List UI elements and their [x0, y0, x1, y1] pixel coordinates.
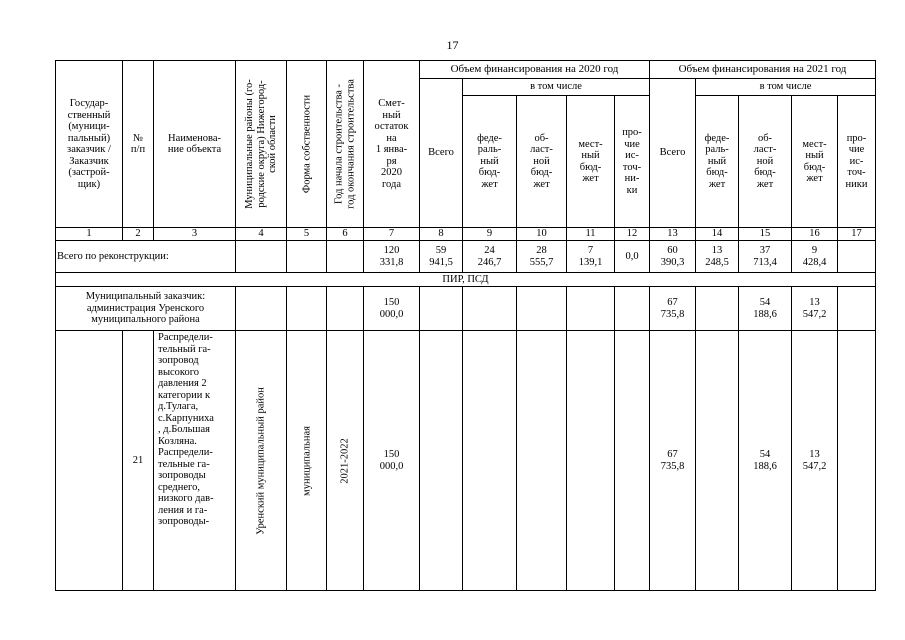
object-remainder: 150 000,0: [364, 331, 420, 591]
table-cell: [463, 287, 517, 331]
header-including-2021: в том числе: [696, 79, 876, 96]
object-district: Уренский муниципальный район: [236, 331, 287, 591]
customer-remainder: 150 000,0: [364, 287, 420, 331]
table-cell: [696, 331, 739, 591]
total-local-2021: 9 428,4: [792, 241, 838, 273]
header-num: № п/п: [123, 61, 154, 228]
column-number: 8: [420, 228, 463, 241]
column-number: 7: [364, 228, 420, 241]
object-row: [56, 331, 876, 591]
table-cell: [420, 331, 463, 591]
header-financing-2021: Объем финансирования на 2021 год: [650, 61, 876, 79]
page-number: 17: [446, 38, 459, 52]
header-object-name: Наименова- ние объекта: [154, 61, 236, 228]
table-cell: [838, 331, 876, 591]
object-name: Распредели- тельный га- зопровод высокого давления 2 категории к д.Тулага, с.Карпуниха , д.Большая Козляна. Распредели- тельные га- зопроводы среднего, низкого дав- ления и га- зопроводы-: [154, 331, 236, 591]
table-cell: [615, 331, 650, 591]
customer-total-2021: 67 735,8: [650, 287, 696, 331]
header-remainder: Смет- ный остаток на 1 янва- ря 2020 года: [364, 61, 420, 228]
total-remainder: 120 331,8: [364, 241, 420, 273]
table-cell: [56, 331, 123, 591]
customer-local-2021: 13 547,2: [792, 287, 838, 331]
table-cell: [420, 287, 463, 331]
customer-row: [56, 287, 876, 331]
header-other-2020: про- чие ис- точ- ни- ки: [615, 96, 650, 228]
table-cell: [463, 331, 517, 591]
column-number: 11: [567, 228, 615, 241]
table-cell: [327, 241, 364, 273]
column-number: 17: [838, 228, 876, 241]
total-federal-2020: 24 246,7: [463, 241, 517, 273]
header-local-2020: мест- ный бюд- жет: [567, 96, 615, 228]
column-number: 13: [650, 228, 696, 241]
column-number: 9: [463, 228, 517, 241]
header-years: Год начала строительства - год окончания строительства: [327, 61, 364, 228]
table-cell: [236, 241, 287, 273]
total-row: [56, 241, 876, 273]
table-cell: [517, 331, 567, 591]
header-districts: Муниципальные районы (го- родские округа) Нижегород- ской области: [236, 61, 287, 228]
header-financing-2020: Объем финансирования на 2020 год: [420, 61, 650, 79]
header-local-2021: мест- ный бюд- жет: [792, 96, 838, 228]
column-number: 1: [56, 228, 123, 241]
header-including-2020: в том числе: [463, 79, 650, 96]
header-total-2020: Всего: [420, 79, 463, 228]
object-number: 21: [123, 331, 154, 591]
column-number: 14: [696, 228, 739, 241]
table-cell: [236, 287, 287, 331]
object-total-2021: 67 735,8: [650, 331, 696, 591]
object-regional-2021: 54 188,6: [739, 331, 792, 591]
table-cell: [567, 331, 615, 591]
column-number: 3: [154, 228, 236, 241]
column-number: 2: [123, 228, 154, 241]
table-cell: [517, 287, 567, 331]
header-total-2021: Всего: [650, 79, 696, 228]
table-cell: [327, 287, 364, 331]
column-number: 5: [287, 228, 327, 241]
table-cell: [287, 287, 327, 331]
total-regional-2021: 37 713,4: [739, 241, 792, 273]
header-regional-2021: об- ласт- ной бюд- жет: [739, 96, 792, 228]
customer-regional-2021: 54 188,6: [739, 287, 792, 331]
table-cell: [838, 287, 876, 331]
total-federal-2021: 13 248,5: [696, 241, 739, 273]
header-customer: Государ- ственный (муници- пальный) заказчик / Заказчик (застрой- щик): [56, 61, 123, 228]
customer-label: Муниципальный заказчик: администрация Уренского муниципального района: [56, 287, 236, 331]
object-years: 2021-2022: [327, 331, 364, 591]
header-ownership: Форма собственности: [287, 61, 327, 228]
column-number: 6: [327, 228, 364, 241]
total-row-label: Всего по реконструкции:: [56, 241, 236, 273]
financing-table: [55, 60, 876, 591]
header-regional-2020: об- ласт- ной бюд- жет: [517, 96, 567, 228]
object-ownership: муниципальная: [287, 331, 327, 591]
table-cell: [615, 287, 650, 331]
header-federal-2021: феде- раль- ный бюд- жет: [696, 96, 739, 228]
total-other-2020: 0,0: [615, 241, 650, 273]
table-cell: [696, 287, 739, 331]
table-cell: [287, 241, 327, 273]
table-cell: [567, 287, 615, 331]
total-regional-2020: 28 555,7: [517, 241, 567, 273]
total-2021: 60 390,3: [650, 241, 696, 273]
header-federal-2020: феде- раль- ный бюд- жет: [463, 96, 517, 228]
section-title: ПИР, ПСД: [56, 273, 876, 287]
column-number: 12: [615, 228, 650, 241]
column-number: 10: [517, 228, 567, 241]
object-local-2021: 13 547,2: [792, 331, 838, 591]
column-number: 4: [236, 228, 287, 241]
column-number: 15: [739, 228, 792, 241]
header-other-2021: про- чие ис- точ- ники: [838, 96, 876, 228]
total-other-2021: [838, 241, 876, 273]
total-local-2020: 7 139,1: [567, 241, 615, 273]
column-number: 16: [792, 228, 838, 241]
total-2020: 59 941,5: [420, 241, 463, 273]
